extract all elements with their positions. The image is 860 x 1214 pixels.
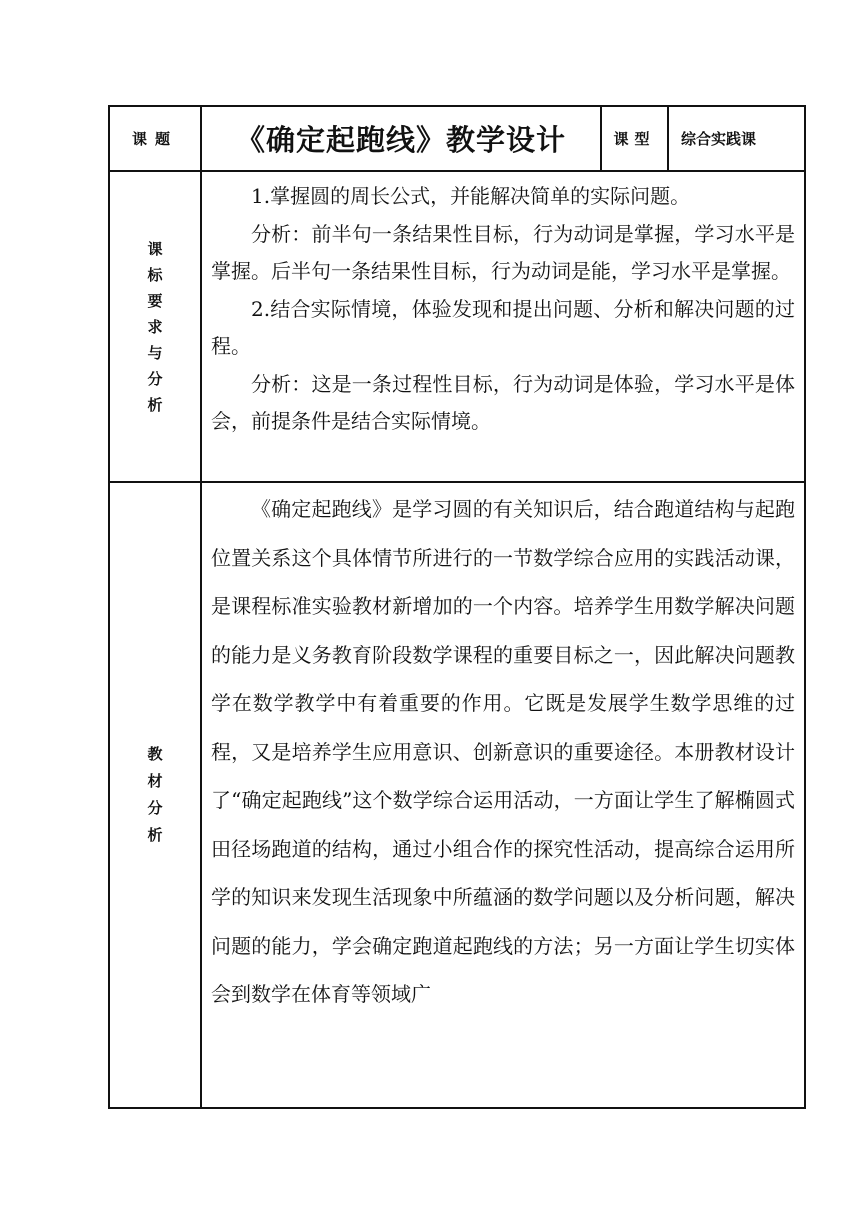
- title-label: 课题: [131, 130, 178, 148]
- textbook-content: [201, 482, 805, 1108]
- lesson-title: 《确定起跑线》教学设计: [201, 106, 601, 171]
- standards-paragraph: 1.掌握圆的周长公式，并能解决简单的实际问题。: [251, 184, 691, 208]
- textbook-label: [110, 741, 200, 849]
- standards-paragraph: 分析：前半句一条结果性目标，行为动词是掌握，学习水平是掌握。后半句一条结果性目标，行为动词是能，学习水平是掌握。: [211, 221, 795, 283]
- standards-label: [110, 236, 200, 418]
- textbook-label-cell: [109, 482, 201, 1108]
- standards-label-char: 求: [147, 317, 163, 336]
- lesson-type-value: 综合实践课: [668, 106, 805, 171]
- standards-label-char: 分: [147, 369, 163, 388]
- title-label-cell: [109, 106, 201, 171]
- standards-paragraph: 2.结合实际情境，体验发现和提出问题、分析和解决问题的过程。: [211, 296, 795, 358]
- header-row: [109, 106, 805, 171]
- lesson-plan-table: [108, 105, 806, 1109]
- lesson-type-label: 课型: [601, 106, 668, 171]
- textbook-label-char: 材: [147, 772, 163, 790]
- textbook-label-char: 分: [147, 799, 163, 817]
- textbook-label-char: 析: [147, 826, 163, 844]
- standards-label-char: 要: [147, 291, 163, 310]
- standards-label-char: 与: [147, 343, 163, 362]
- textbook-paragraph: 《确定起跑线》是学习圆的有关知识后，结合跑道结构与起跑位置关系这个具体情节所进行的一节数学综合应用的实践活动课，是课程标准实验教材新增加的一个内容。培养学生用数学解决问题的能力是义务教育阶段数学课程的重要目标之一，因此解决问题教学在数学教学中有着重要的作用。它既是发展学生数学思维的过程，又是培养学生应用意识、创新意识的重要途径。本册教材设计了“确定起跑线”这个数学综合运用活动，一方面让学生了解椭圆式田径场跑道的结构，通过小组合作的探究性活动，提高综合运用所学的知识来发现生活现象中所蕴涵的数学问题以及分析问题，解决问题的能力，学会确定跑道起跑线的方法；另一方面让学生切实体会到数学在体育等领域广: [211, 497, 795, 1006]
- standards-label-char: 课: [147, 239, 163, 258]
- standards-label-char: 标: [147, 265, 163, 284]
- standards-label-cell: [109, 171, 201, 482]
- standards-paragraph: 分析：这是一条过程性目标，行为动词是体验，学习水平是体会，前提条件是结合实际情境。: [211, 371, 795, 433]
- standards-row: [109, 171, 805, 482]
- textbook-row: [109, 482, 805, 1108]
- standards-label-char: 析: [147, 395, 163, 414]
- textbook-label-char: 教: [147, 745, 163, 763]
- standards-content: [201, 171, 805, 482]
